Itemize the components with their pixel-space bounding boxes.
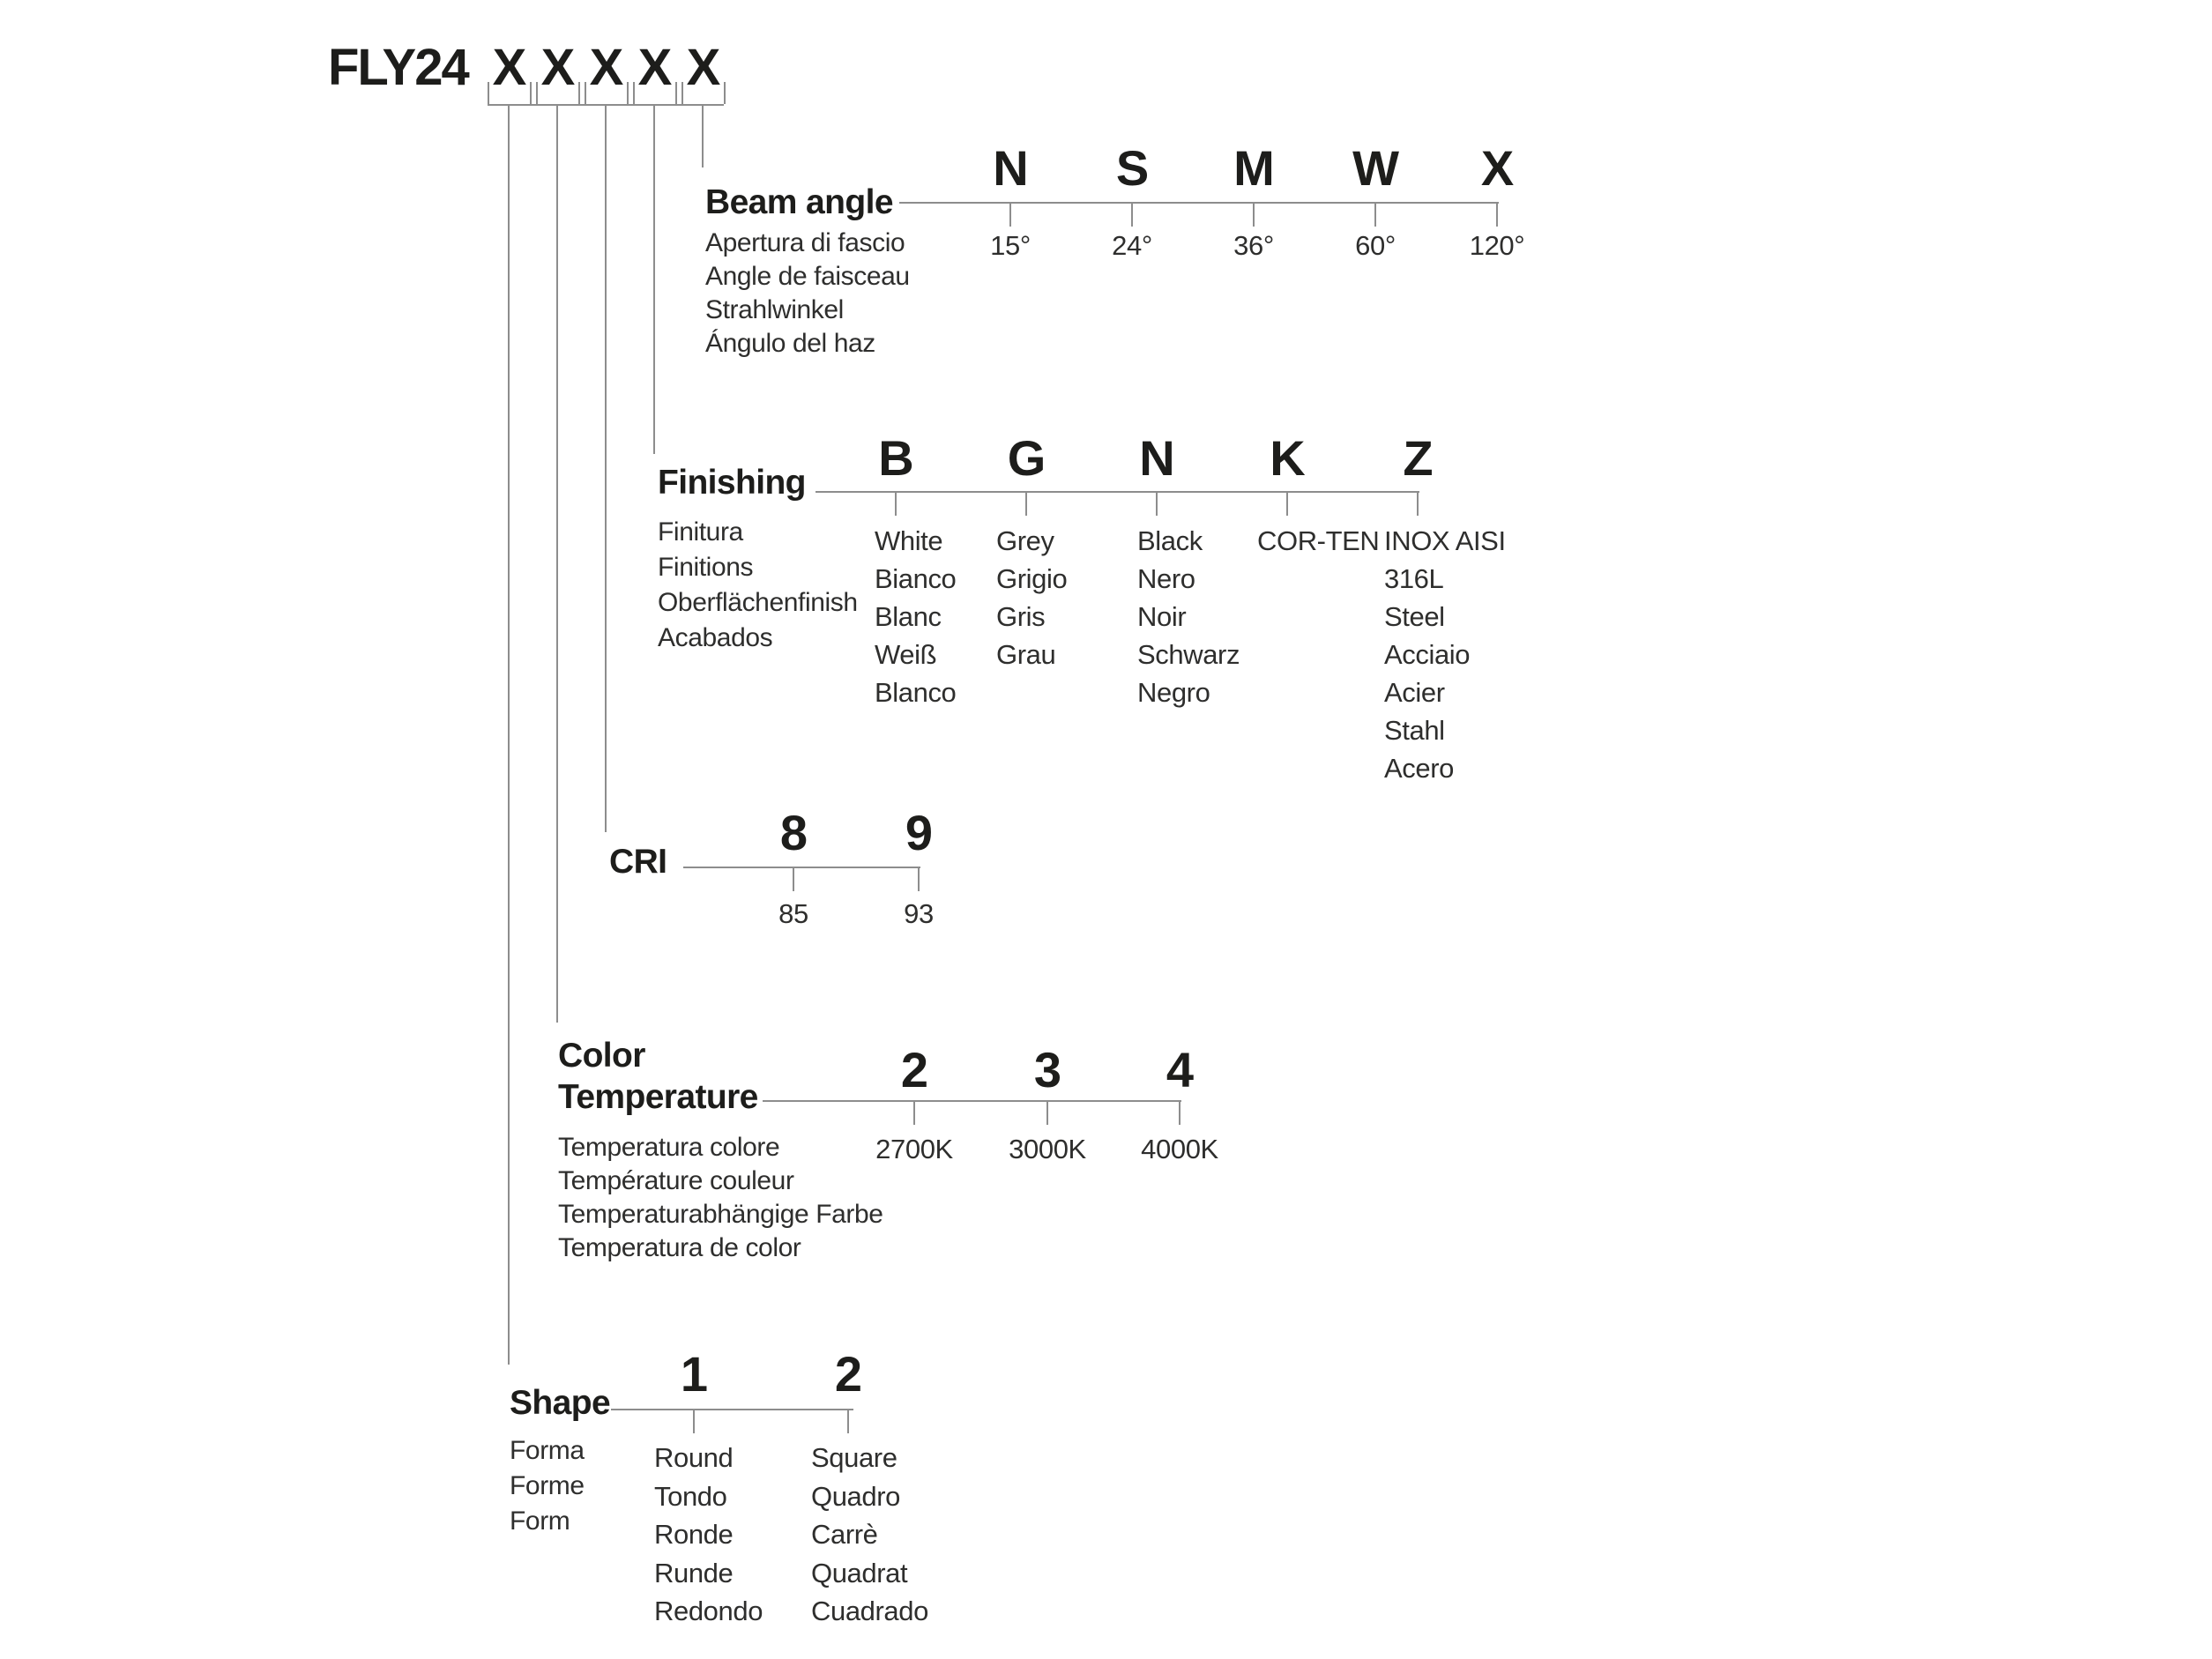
option-tick xyxy=(1156,491,1158,516)
option-code: K xyxy=(1270,430,1305,486)
option-value: 2700K xyxy=(875,1134,953,1164)
section-subtitle: Temperatura colore xyxy=(558,1133,780,1162)
section-subtitle: Form xyxy=(510,1506,570,1536)
bracket-line xyxy=(724,82,726,104)
option-tick xyxy=(1286,491,1288,516)
option-value: 316L xyxy=(1384,563,1444,594)
option-value: 120° xyxy=(1469,230,1525,261)
bracket-line xyxy=(488,82,489,104)
section-rule xyxy=(899,202,1499,204)
option-value: Steel xyxy=(1384,601,1445,632)
section-rule xyxy=(763,1100,1181,1102)
connector-line xyxy=(605,104,607,832)
section-subtitle: Oberflächenfinish xyxy=(658,588,858,617)
section-subtitle: Apertura di fascio xyxy=(705,228,905,257)
product-placeholder: X xyxy=(637,39,671,96)
option-value: Ronde xyxy=(654,1519,734,1550)
section-rule xyxy=(683,867,920,868)
option-code: X xyxy=(1480,140,1514,196)
connector-line xyxy=(556,104,558,1023)
option-code: G xyxy=(1007,430,1046,486)
option-tick xyxy=(913,1100,915,1125)
option-value: Redondo xyxy=(654,1596,763,1626)
bracket-line xyxy=(633,82,635,104)
option-value: INOX AISI xyxy=(1384,525,1506,556)
option-code: 2 xyxy=(834,1346,862,1402)
product-code: FLY24 xyxy=(328,39,468,96)
option-value: Schwarz xyxy=(1137,639,1240,670)
option-value: COR-TEN xyxy=(1257,525,1380,556)
option-value: Grigio xyxy=(996,563,1068,594)
option-value: Blanco xyxy=(875,677,957,708)
option-tick xyxy=(1496,202,1498,227)
option-value: Noir xyxy=(1137,601,1187,632)
section-title-color-temperature: Color xyxy=(558,1037,645,1075)
option-value: Carrè xyxy=(811,1519,878,1550)
option-tick xyxy=(793,867,794,891)
bracket-line xyxy=(585,82,586,104)
option-code: 3 xyxy=(1033,1042,1061,1097)
section-subtitle: Forme xyxy=(510,1471,585,1500)
section-subtitle: Temperaturabhängige Farbe xyxy=(558,1200,883,1229)
section-subtitle: Température couleur xyxy=(558,1166,794,1195)
option-code: 1 xyxy=(680,1346,708,1402)
option-value: Cuadrado xyxy=(811,1596,928,1626)
section-title-finishing: Finishing xyxy=(658,464,806,502)
option-tick xyxy=(918,867,920,891)
option-value: Acero xyxy=(1384,753,1454,784)
option-tick xyxy=(693,1409,695,1433)
bracket-line xyxy=(536,82,538,104)
option-value: 85 xyxy=(778,898,808,929)
option-value: Weiß xyxy=(875,639,937,670)
option-value: 24° xyxy=(1112,230,1152,261)
option-tick xyxy=(847,1409,849,1433)
option-code: N xyxy=(1139,430,1174,486)
connector-line xyxy=(508,104,510,1365)
connector-line xyxy=(653,104,655,454)
option-value: Acier xyxy=(1384,677,1445,708)
product-placeholder: X xyxy=(686,39,719,96)
section-rule xyxy=(816,491,1419,493)
option-tick xyxy=(1417,491,1419,516)
option-tick xyxy=(895,491,897,516)
option-code: W xyxy=(1352,140,1398,196)
option-value: Stahl xyxy=(1384,715,1445,746)
section-subtitle: Finitura xyxy=(658,517,743,547)
option-value: Gris xyxy=(996,601,1046,632)
option-tick xyxy=(1046,1100,1048,1125)
option-value: Blanc xyxy=(875,601,942,632)
option-value: 60° xyxy=(1355,230,1396,261)
option-code: 4 xyxy=(1166,1042,1194,1097)
option-value: Bianco xyxy=(875,563,957,594)
section-rule xyxy=(611,1409,853,1410)
section-title-color-temperature: Temperature xyxy=(558,1078,758,1116)
section-subtitle: Forma xyxy=(510,1436,585,1465)
option-value: Quadro xyxy=(811,1480,900,1512)
option-tick xyxy=(1179,1100,1180,1125)
option-value: Negro xyxy=(1137,677,1210,708)
option-value: Quadrat xyxy=(811,1557,908,1588)
option-value: 3000K xyxy=(1009,1134,1086,1164)
option-value: White xyxy=(875,525,943,556)
section-subtitle: Strahlwinkel xyxy=(705,295,844,324)
option-code: 8 xyxy=(779,805,808,860)
option-value: 93 xyxy=(904,898,934,929)
option-value: Grey xyxy=(996,525,1054,556)
option-value: Square xyxy=(811,1442,897,1473)
option-value: Black xyxy=(1137,525,1203,556)
product-placeholder: X xyxy=(589,39,622,96)
option-value: 4000K xyxy=(1141,1134,1218,1164)
connector-line xyxy=(702,104,704,167)
option-tick xyxy=(1253,202,1255,227)
option-code: N xyxy=(993,140,1028,196)
option-code: 2 xyxy=(900,1042,928,1097)
option-tick xyxy=(1374,202,1376,227)
option-value: Round xyxy=(654,1442,734,1473)
option-tick xyxy=(1009,202,1011,227)
option-value: Grau xyxy=(996,639,1056,670)
option-code: S xyxy=(1115,140,1149,196)
section-subtitle: Temperatura de color xyxy=(558,1233,801,1262)
option-value: Tondo xyxy=(654,1480,727,1512)
option-code: M xyxy=(1233,140,1274,196)
option-value: 36° xyxy=(1233,230,1274,261)
section-title-shape: Shape xyxy=(510,1384,611,1422)
option-code: B xyxy=(878,430,913,486)
option-tick xyxy=(1131,202,1133,227)
option-value: Nero xyxy=(1137,563,1195,594)
section-subtitle: Angle de faisceau xyxy=(705,262,910,291)
product-placeholder: X xyxy=(492,39,525,96)
section-subtitle: Ángulo del haz xyxy=(705,329,875,358)
section-title-beam-angle: Beam angle xyxy=(705,183,893,221)
option-code: 9 xyxy=(905,805,933,860)
bracket-line xyxy=(681,82,683,104)
option-code: Z xyxy=(1403,430,1433,486)
option-tick xyxy=(1025,491,1027,516)
section-subtitle: Acabados xyxy=(658,623,773,652)
option-value: Acciaio xyxy=(1384,639,1471,670)
section-subtitle: Finitions xyxy=(658,553,754,582)
section-title-cri: CRI xyxy=(609,843,667,881)
option-value: 15° xyxy=(990,230,1031,261)
option-value: Runde xyxy=(654,1557,734,1588)
product-placeholder: X xyxy=(540,39,574,96)
